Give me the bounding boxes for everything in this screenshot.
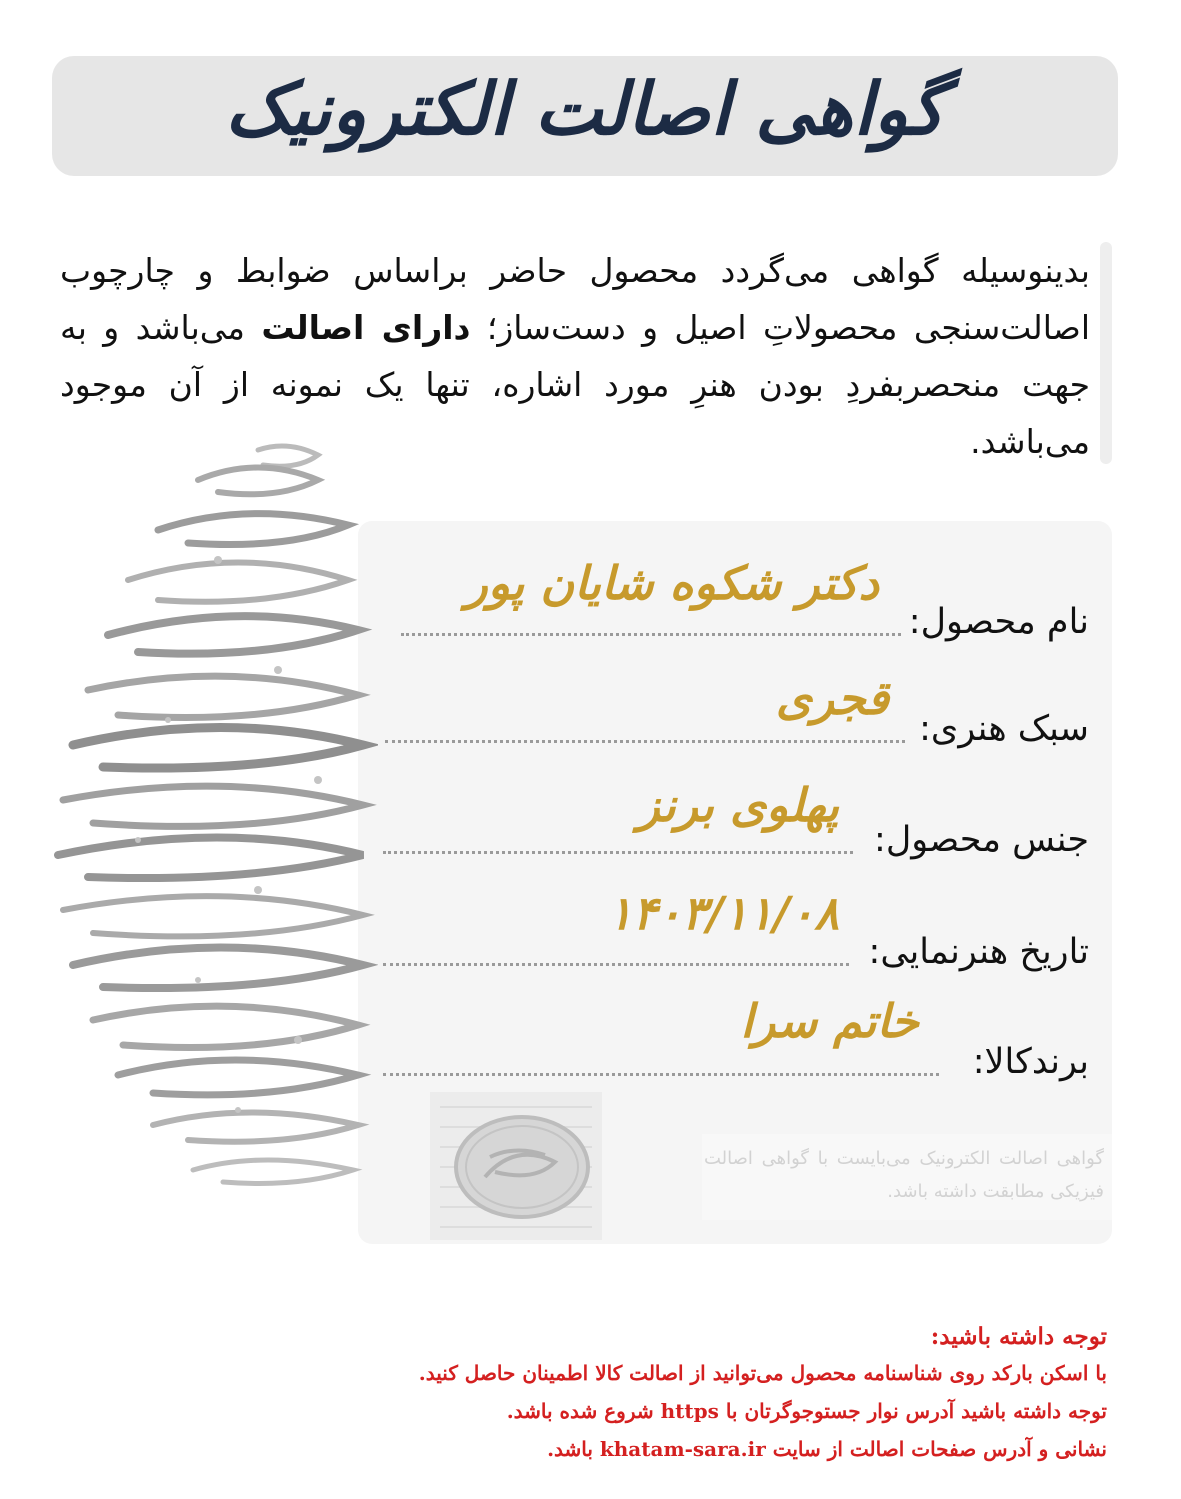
dotted-line [383,1073,939,1076]
warning-heading: توجه داشته باشید: [930,1323,1107,1350]
field-material [379,778,1089,868]
note-text: گواهی اصالت الکترونیک می‌بایست با گواهی اصالت فیزیکی مطابقت داشته باشد. [704,1148,1104,1202]
material-label: جنس محصول: [874,820,1089,860]
seal-graphic [430,1092,602,1240]
field-product-name [389,556,1089,650]
intro-text-part2: می‌باشد و به جهت منحصربفردِ بودن هنرِ مورد اشاره، تنها یک نمونه از آن موجود می‌باشد. [60,308,1090,461]
dotted-line [383,851,853,854]
dotted-line [401,633,901,636]
calligraphy-art-image [18,420,378,1210]
field-brand [379,994,1089,1090]
date-label: تاریخ هنرنمایی: [868,932,1089,972]
warning-line-1: با اسکن بارکد روی شناسنامه محصول می‌توانید از اصالت کالا اطمینان حاصل کنید. [418,1361,1107,1385]
brand-value: خاتم سرا [740,994,919,1048]
art-style-value: قجری [775,671,889,725]
note-box [702,1134,1112,1220]
product-name-label: نام محصول: [908,602,1089,642]
warning-section [207,1320,1107,1468]
warning-line-3: نشانی و آدرس صفحات اصالت از سایت khatam-sara.ir باشد. [547,1437,1107,1461]
intro-bold-text: دارای اصالت [261,308,471,347]
art-style-label: سبک هنری: [919,709,1089,749]
date-value: ۱۴۰۳/۱۱/۰۸ [607,886,839,940]
title-banner [52,56,1118,176]
page-title: گواهی اصالت الکترونیک [225,66,945,151]
warning-line-2: توجه داشته باشید آدرس نوار جستوجوگرتان با https شروع شده باشد. [506,1399,1107,1423]
material-value: پهلوی برنز [637,778,839,832]
seal-stamp-image [430,1092,602,1240]
intro-text-part1: بدینوسیله گواهی می‌گردد محصول حاضر براساس ضوابط و چارچوب اصالت‌سنجی محصولاتِ اصیل و دست‌ساز؛ [60,251,1090,347]
brand-label: برندکالا: [972,1042,1089,1082]
dotted-line [383,963,849,966]
field-art-style [379,667,1089,757]
intro-accent-bar [1100,242,1112,464]
dotted-line [385,740,905,743]
product-name-value: دکتر شکوه شایان پور [465,556,879,610]
field-date [379,886,1089,980]
